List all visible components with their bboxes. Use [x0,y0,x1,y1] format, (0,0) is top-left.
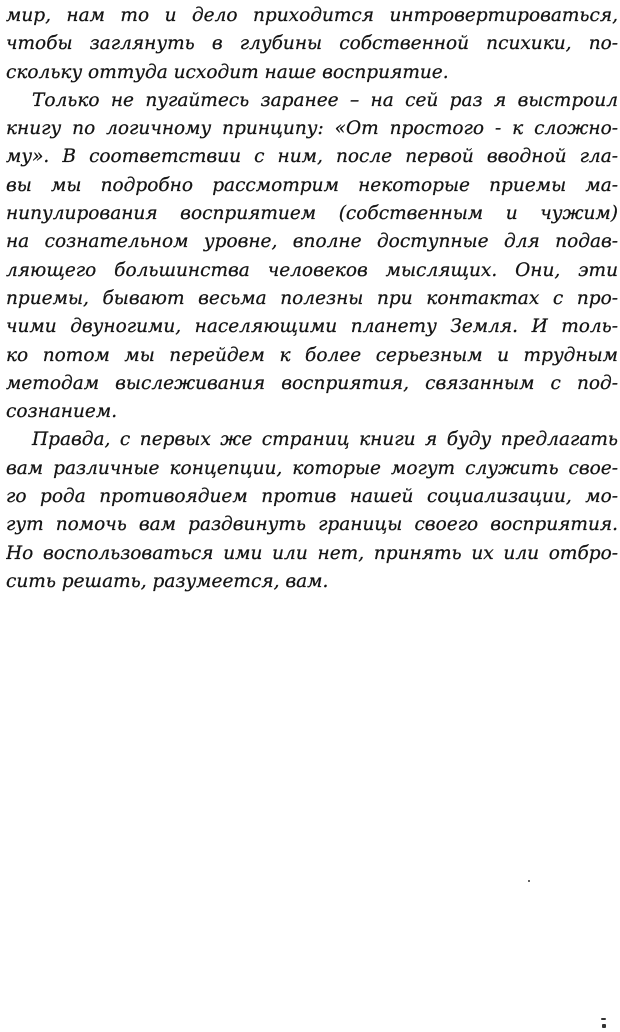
body-text [6,2,618,596]
text-line: приемы, бывают весьма полезны при контактах с про- [6,287,618,309]
text-line: го рода противоядием против нашей социализации, мо- [6,486,618,508]
text-line: книгу по логичному принципу: «От простого - к сложно- [6,118,618,140]
text-line: ляющего большинства человеков мыслящих. Они, эти [6,259,618,281]
text-line: вы мы подробно рассмотрим некоторые приемы ма- [6,174,618,196]
text-line: вам различные концепции, которые могут служить свое- [6,457,618,479]
text-line: сознанием. [6,401,118,423]
text-line: ко потом мы перейдем к более серьезным и трудным [6,344,618,366]
scan-speck [528,880,530,882]
text-line: чтобы заглянуть в глубины собственной психики, по- [6,33,618,55]
text-line: Но воспользоваться ими или нет, принять их или отбро- [6,542,618,564]
scan-speck [601,1018,606,1020]
text-line: мир, нам то и дело приходится интровертироваться, [6,5,618,26]
text-line: на сознательном уровне, вполне доступные для подав- [6,231,618,253]
text-line: нипулирования восприятием (собственным и чужим) [6,203,618,225]
text-line: чими двуногими, населяющими планету Земля. И толь- [6,316,618,338]
scan-speck [602,1024,606,1028]
text-line: му». В соответствии с ним, после первой вводной гла- [6,146,618,168]
text-line: Правда, с первых же страниц книги я буду предлагать [32,429,618,451]
text-line: сить решать, разумеется, вам. [6,570,329,592]
text-line: гут помочь вам раздвинуть границы своего восприятия. [6,514,618,536]
text-line: методам выслеживания восприятия, связанным с под- [6,372,618,394]
text-line: скольку оттуда исходит наше восприятие. [6,61,449,83]
text-line: Только не пугайтесь заранее – на сей раз я выстроил [32,89,618,111]
